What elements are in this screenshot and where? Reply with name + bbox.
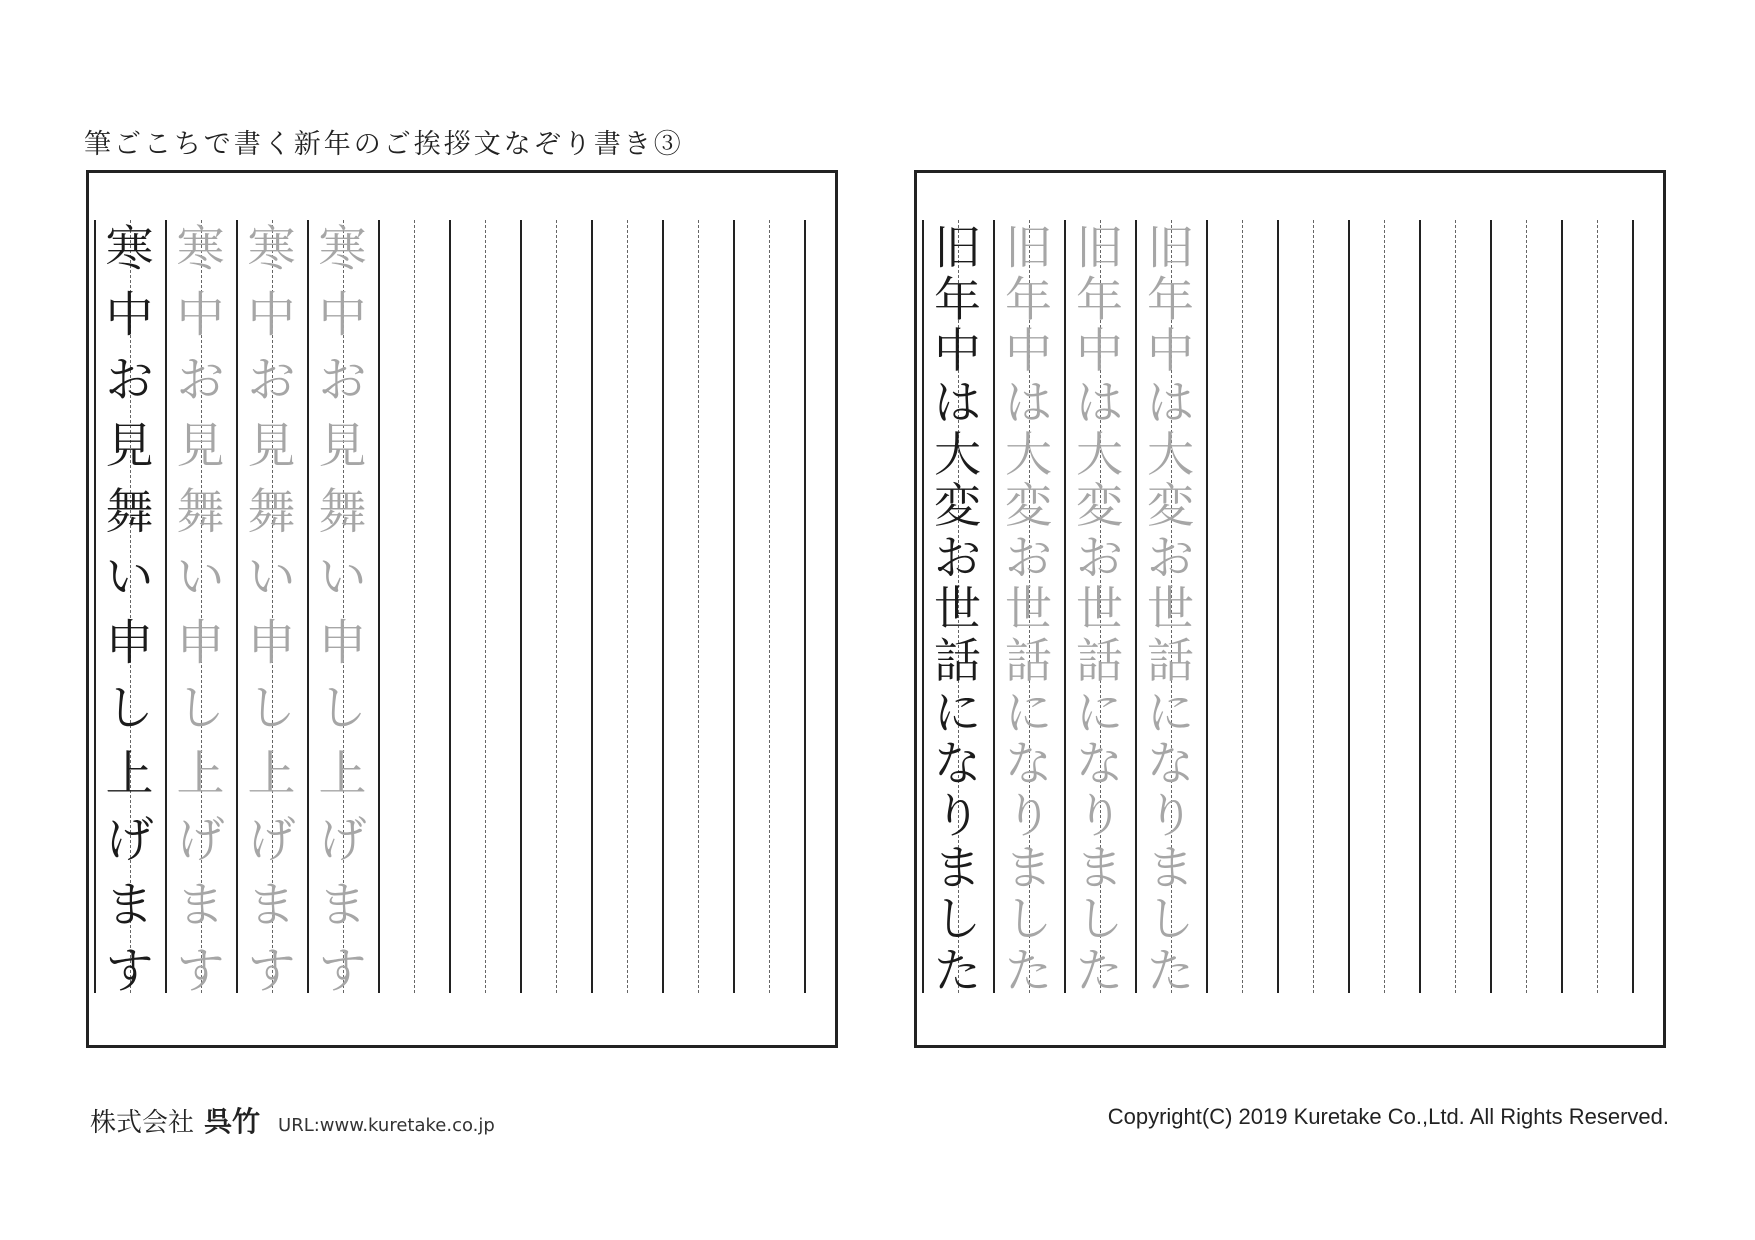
character-glyph: な — [1076, 737, 1123, 793]
character-glyph: お — [318, 352, 367, 409]
trace-text-column — [310, 221, 376, 999]
column-rule — [449, 220, 451, 993]
column-rule — [1206, 220, 1208, 993]
character-glyph: 大 — [1005, 427, 1052, 483]
character-glyph: た — [934, 943, 981, 999]
company-brand: 呉竹 — [204, 1105, 261, 1138]
character-glyph: 寒 — [247, 221, 296, 277]
character-glyph: 大 — [1076, 427, 1123, 483]
character-glyph: い — [318, 549, 367, 606]
character-glyph: 大 — [934, 427, 981, 483]
character-glyph: す — [318, 942, 367, 999]
character-glyph: 上 — [247, 746, 296, 802]
character-glyph: ま — [1076, 840, 1123, 896]
character-glyph: 年 — [1005, 272, 1052, 328]
character-glyph: た — [1076, 943, 1123, 999]
column-rule — [591, 220, 593, 993]
character-glyph: な — [934, 737, 981, 793]
center-guide — [485, 220, 486, 993]
character-glyph: 中 — [1005, 324, 1052, 380]
character-glyph: 上 — [176, 746, 225, 802]
column-rule — [1561, 220, 1563, 993]
character-glyph: 旧 — [1005, 221, 1052, 276]
character-glyph: 申 — [176, 614, 225, 671]
center-guide — [1455, 220, 1456, 993]
character-glyph: げ — [247, 811, 296, 868]
character-glyph: 見 — [247, 417, 296, 474]
character-glyph: お — [105, 352, 154, 409]
trace-text-column — [168, 221, 234, 999]
character-glyph: 年 — [934, 272, 981, 328]
column-rule — [1419, 220, 1421, 993]
character-glyph: 話 — [1147, 634, 1194, 690]
column-rule — [733, 220, 735, 993]
character-glyph: り — [1147, 789, 1194, 845]
character-glyph: 年 — [1076, 272, 1123, 328]
center-guide — [1526, 220, 1527, 993]
character-glyph: 旧 — [1147, 221, 1194, 276]
character-glyph: ま — [318, 877, 367, 934]
character-glyph: 話 — [1076, 634, 1123, 690]
character-glyph: 年 — [1147, 272, 1194, 328]
center-guide — [414, 220, 415, 993]
character-glyph: 上 — [105, 746, 154, 802]
company-url[interactable]: URL:www.kuretake.co.jp — [278, 1115, 495, 1136]
character-glyph: は — [1076, 375, 1123, 431]
character-glyph: 変 — [1005, 479, 1052, 535]
column-rule — [1490, 220, 1492, 993]
character-glyph: ま — [105, 877, 154, 934]
character-glyph: 申 — [105, 614, 154, 671]
character-glyph: げ — [318, 811, 367, 868]
character-glyph: 変 — [1147, 479, 1194, 535]
character-glyph: げ — [105, 811, 154, 868]
character-glyph: お — [1147, 530, 1194, 586]
character-glyph: い — [176, 549, 225, 606]
column-rule — [1277, 220, 1279, 993]
column-rule — [804, 220, 806, 993]
character-glyph: り — [934, 789, 981, 845]
character-glyph: い — [247, 549, 296, 606]
character-glyph: は — [934, 375, 981, 431]
character-glyph: 中 — [1076, 324, 1123, 380]
character-glyph: し — [247, 680, 296, 737]
practice-sheet-left — [86, 170, 838, 1048]
character-glyph: お — [247, 352, 296, 409]
character-glyph: に — [1076, 685, 1123, 741]
center-guide — [1384, 220, 1385, 993]
character-glyph: た — [1147, 943, 1194, 999]
character-glyph: 寒 — [105, 221, 154, 277]
character-glyph: な — [1005, 737, 1052, 793]
character-glyph: 見 — [176, 417, 225, 474]
center-guide — [627, 220, 628, 993]
character-glyph: 大 — [1147, 427, 1194, 483]
column-rule — [520, 220, 522, 993]
character-glyph: ま — [176, 877, 225, 934]
character-glyph: 変 — [1076, 479, 1123, 535]
character-glyph: お — [1005, 530, 1052, 586]
character-glyph: 変 — [934, 479, 981, 535]
character-glyph: た — [1005, 943, 1052, 999]
character-glyph: 舞 — [176, 483, 225, 540]
character-glyph: は — [1005, 375, 1052, 431]
character-glyph: お — [176, 352, 225, 409]
character-glyph: 世 — [934, 582, 981, 638]
center-guide — [769, 220, 770, 993]
character-glyph: 世 — [1076, 582, 1123, 638]
character-glyph: し — [1147, 892, 1194, 948]
character-glyph: 中 — [1147, 324, 1194, 380]
character-glyph: げ — [176, 811, 225, 868]
character-glyph: い — [105, 549, 154, 606]
character-glyph: ま — [247, 877, 296, 934]
character-glyph: 上 — [318, 746, 367, 802]
character-glyph: 中 — [105, 286, 154, 343]
character-glyph: し — [105, 680, 154, 737]
character-glyph: ま — [1147, 840, 1194, 896]
character-glyph: 見 — [318, 417, 367, 474]
character-glyph: 舞 — [318, 483, 367, 540]
center-guide — [1597, 220, 1598, 993]
character-glyph: 世 — [1147, 582, 1194, 638]
character-glyph: 中 — [247, 286, 296, 343]
character-glyph: す — [247, 942, 296, 999]
character-glyph: 見 — [105, 417, 154, 474]
character-glyph: 寒 — [176, 221, 225, 277]
character-glyph: す — [176, 942, 225, 999]
character-glyph: り — [1076, 789, 1123, 845]
character-glyph: 話 — [1005, 634, 1052, 690]
company-prefix: 株式会社 — [90, 1108, 195, 1138]
center-guide — [698, 220, 699, 993]
column-rule — [378, 220, 380, 993]
character-glyph: 中 — [318, 286, 367, 343]
character-glyph: 申 — [247, 614, 296, 671]
center-guide — [1242, 220, 1243, 993]
character-glyph: り — [1005, 789, 1052, 845]
company-credit — [90, 1100, 495, 1140]
character-glyph: お — [934, 530, 981, 586]
character-glyph: し — [1076, 892, 1123, 948]
copyright-notice: Copyright(C) 2019 Kuretake Co.,Ltd. All Rights Reserved. — [1107, 1104, 1669, 1129]
character-glyph: お — [1076, 530, 1123, 586]
character-glyph: に — [934, 685, 981, 741]
character-glyph: し — [934, 892, 981, 948]
character-glyph: 寒 — [318, 221, 367, 277]
center-guide — [1313, 220, 1314, 993]
character-glyph: ま — [934, 840, 981, 896]
worksheet-title: 筆ごこちで書く新年のご挨拶文なぞり書き③ — [84, 129, 684, 160]
practice-sheet-right — [914, 170, 1666, 1048]
character-glyph: 中 — [176, 286, 225, 343]
character-glyph: 旧 — [1076, 221, 1123, 276]
character-glyph: 話 — [934, 634, 981, 690]
character-glyph: し — [318, 680, 367, 737]
character-glyph: 世 — [1005, 582, 1052, 638]
model-text-column — [97, 221, 163, 999]
character-glyph: し — [1005, 892, 1052, 948]
column-rule — [1632, 220, 1634, 993]
character-glyph: 中 — [934, 324, 981, 380]
column-rule — [662, 220, 664, 993]
character-glyph: す — [105, 942, 154, 999]
trace-text-column — [1067, 221, 1133, 999]
character-glyph: 舞 — [105, 483, 154, 540]
character-glyph: は — [1147, 375, 1194, 431]
character-glyph: ま — [1005, 840, 1052, 896]
character-glyph: に — [1147, 685, 1194, 741]
model-text-column — [925, 221, 991, 999]
character-glyph: な — [1147, 737, 1194, 793]
trace-text-column — [996, 221, 1062, 999]
trace-text-column — [239, 221, 305, 999]
character-glyph: 舞 — [247, 483, 296, 540]
center-guide — [556, 220, 557, 993]
character-glyph: 旧 — [934, 221, 981, 276]
trace-text-column — [1138, 221, 1204, 999]
character-glyph: し — [176, 680, 225, 737]
character-glyph: に — [1005, 685, 1052, 741]
character-glyph: 申 — [318, 614, 367, 671]
column-rule — [1348, 220, 1350, 993]
